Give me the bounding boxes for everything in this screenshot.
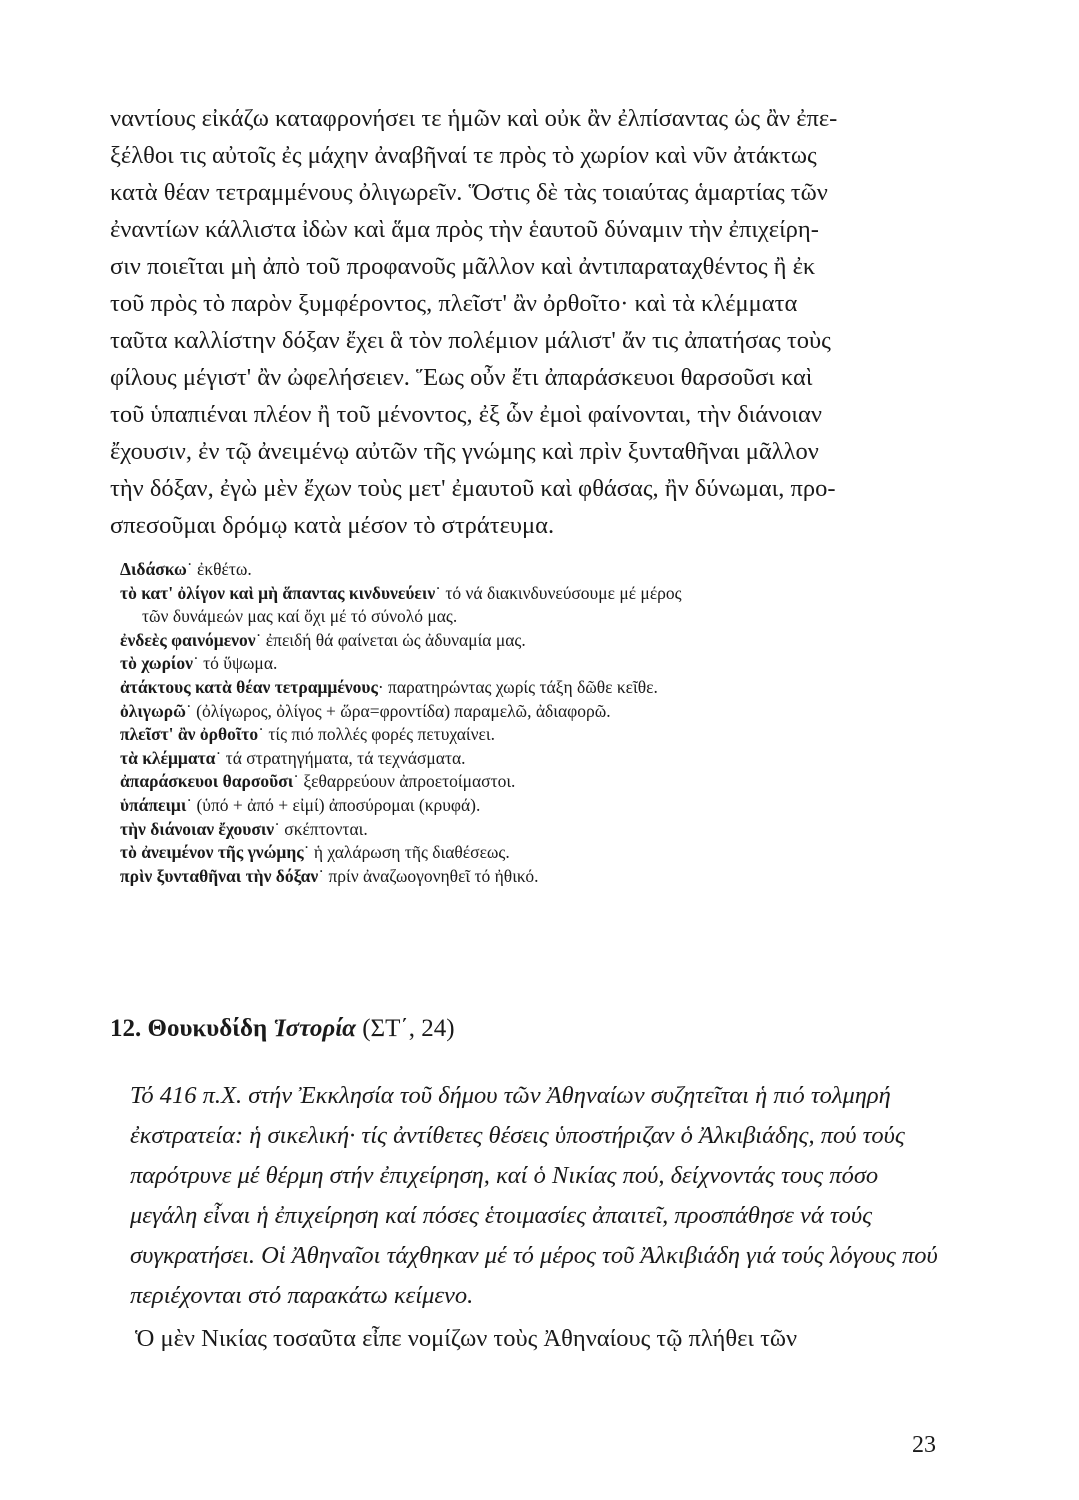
section-heading: [110, 1015, 455, 1043]
glossary-term: ἀτάκτους κατὰ θέαν τετραμμένους: [120, 676, 378, 697]
page-number: 23: [912, 1432, 936, 1458]
glossary-definition: (ὀλίγωρος, ὀλίγος + ὥρα=φροντίδα) παραμελῶ, ἀδιαφορῶ.: [196, 700, 611, 721]
glossary-entry: [120, 794, 940, 818]
glossary-entry-continuation: [120, 605, 940, 629]
glossary-entry: [120, 770, 940, 794]
glossary-definition: ξεθαρρεύουν ἀπροετοίμαστοι.: [303, 771, 516, 792]
glossary-term: τὴν διάνοιαν ἔχουσιν: [120, 818, 275, 839]
glossary-separator: ˙: [258, 724, 269, 745]
glossary-term: τὰ κλέμματα: [120, 747, 216, 768]
section-work-title: Ἱστορία: [273, 1015, 356, 1042]
text-line: ἐναντίων κάλλιστα ἰδὼν καὶ ἅμα πρὸς τὴν ἑαυτοῦ δύναμιν τὴν ἐπιχείρη-: [110, 216, 819, 243]
glossary-entry: [120, 723, 940, 747]
glossary-term: πρὶν ξυνταθῆναι τὴν δόξαν: [120, 865, 319, 886]
glossary-term: ἀπαράσκευοι θαρσοῦσι: [120, 771, 294, 792]
text-line: σιν ποιεῖται μὴ ἀπὸ τοῦ προφανοῦς μᾶλλον καὶ ἀντιπαραταχθέντος ἢ ἐκ: [110, 253, 816, 280]
text-line: ξέλθοι τις αὐτοῖς ἐς μάχην ἀναβῆναί τε πρὸς τὸ χωρίον καὶ νῦν ἀτάκτως: [110, 142, 817, 169]
greek-text-block: [110, 100, 950, 544]
glossary-definition: τῶν δυνάμεών μας καί ὄχι μέ τό σύνολό μας.: [142, 606, 458, 627]
glossary-entry: [120, 818, 940, 842]
glossary-definition: σκέπτονται.: [284, 818, 368, 839]
glossary-definition: τά στρατηγήματα, τά τεχνάσματα.: [225, 747, 466, 768]
glossary-definition: ἐπειδή θά φαίνεται ὡς ἀδυναμία μας.: [265, 629, 526, 650]
glossary-definition: ἐκθέτω.: [196, 559, 252, 579]
glossary-definition: τό ὕψωμα.: [203, 653, 278, 674]
section-number: 12.: [110, 1015, 142, 1042]
glossary-separator: ˙: [215, 747, 226, 768]
glossary-separator: ˙: [186, 559, 197, 579]
section-reference: (ΣΤ΄, 24): [362, 1015, 455, 1042]
opening-line: Ὁ μὲν Νικίας τοσαῦτα εἶπε νομίζων τοὺς Ἀθηναίους τῷ πλήθει τῶν: [135, 1325, 798, 1352]
glossary-definition: παρατηρώντας χωρίς τάξη δῶθε κεῖθε.: [388, 676, 658, 697]
glossary-separator: ˙: [185, 700, 197, 721]
glossary-entry: [120, 747, 940, 771]
glossary-separator: ˙: [186, 794, 197, 815]
intro-paragraph: Τό 416 π.Χ. στήν Ἐκκλησία τοῦ δήμου τῶν Ἀθηναίων συζητεῖται ἡ πιό τολμηρή ἐκστρατεία: ἡ σικελική· τίς ἀντίθετες θέσεις ὑποστήριζαν ὁ Ἀλκιβιάδης, πού τούς παρότρυνε μέ θέρμη στήν ἐπιχείρηση, καί ὁ Νικίας πού, δείχνοντάς τους πόσο μεγάλη εἶναι ἡ ἐπιχείρηση καί πόσες ἑτοιμασίες ἀπαιτεῖ, προσπάθησε νά τούς συγκρατήσει. Οἱ Ἀθηναῖοι τάχθηκαν μέ τό μέρος τοῦ Ἀλκιβιάδη γιά τούς λόγους πού περιέχονται στό παρακάτω κείμενο.: [130, 1082, 938, 1309]
glossary-definition: (ὑπό + ἀπό + εἰμί) ἀποσύρομαι (κρυφά).: [196, 794, 481, 815]
glossary-entry: [120, 676, 940, 700]
glossary-separator: ·: [377, 676, 389, 697]
text-line: ναντίους εἰκάζω καταφρονήσει τε ἡμῶν καὶ οὐκ ἂν ἐλπίσαντας ὡς ἂν ἐπε-: [110, 105, 838, 132]
glossary-term: τὸ ἀνειμένον τῆς γνώμης: [120, 842, 304, 863]
glossary-entry: [120, 652, 940, 676]
text-line: κατὰ θέαν τετραμμένους ὀλιγωρεῖν. Ὅστις δὲ τὰς τοιαύτας ἁμαρτίας τῶν: [110, 179, 828, 206]
glossary-entry: [120, 582, 940, 606]
glossary-term: τὸ χωρίον: [120, 653, 193, 674]
glossary-entry: [120, 841, 940, 865]
glossary-term: ὀλιγωρῶ: [120, 700, 186, 721]
glossary-term: Διδάσκω: [120, 559, 187, 579]
text-line: φίλους μέγιστ' ἂν ὠφελήσειεν. Ἕως οὖν ἔτι ἀπαράσκευοι θαρσοῦσι καὶ: [110, 364, 813, 391]
glossary-term: ὑπάπειμι: [120, 794, 187, 815]
glossary-term: τὸ κατ' ὀλίγον καὶ μὴ ἅπαντας κινδυνεύειν: [120, 582, 436, 603]
glossary-entry: [120, 700, 940, 724]
glossary: [120, 558, 940, 888]
text-line: σπεσοῦμαι δρόμῳ κατὰ μέσον τὸ στράτευμα.: [110, 512, 555, 539]
text-line: τοῦ πρὸς τὸ παρὸν ξυμφέροντος, πλεῖστ' ἂν ὀρθοῖτο· καὶ τὰ κλέμματα: [110, 290, 798, 317]
glossary-separator: ˙: [303, 842, 314, 863]
text-line: τὴν δόξαν, ἐγὼ μὲν ἔχων τοὺς μετ' ἐμαυτοῦ καὶ φθάσας, ἢν δύνωμαι, προ-: [110, 475, 836, 502]
glossary-term: ἐνδεὲς φαινόμενον: [120, 629, 256, 650]
glossary-definition: ἡ χαλάρωση τῆς διαθέσεως.: [313, 842, 510, 863]
glossary-entry: [120, 629, 940, 653]
section-author: Θουκυδίδη: [147, 1015, 268, 1042]
glossary-term: πλεῖστ' ἂν ὀρθοῖτο: [120, 724, 259, 745]
glossary-separator: ˙: [255, 629, 266, 650]
glossary-definition: τίς πιό πολλές φορές πετυχαίνει.: [268, 724, 495, 745]
glossary-separator: ˙: [318, 865, 329, 886]
glossary-separator: ˙: [293, 771, 304, 792]
glossary-definition: πρίν ἀναζωογονηθεῖ τό ἠθικό.: [328, 865, 539, 886]
glossary-entry: [120, 558, 940, 582]
text-line: ἔχουσιν, ἐν τῷ ἀνειμένῳ αὐτῶν τῆς γνώμης καὶ πρὶν ξυνταθῆναι μᾶλλον: [110, 438, 819, 465]
glossary-separator: ˙: [192, 653, 204, 674]
text-line: ταῦτα καλλίστην δόξαν ἔχει ἃ τὸν πολέμιον μάλιστ' ἄν τις ἀπατήσας τοὺς: [110, 327, 831, 354]
glossary-definition: τό νά διακινδυνεύσουμε μέ μέρος: [445, 582, 682, 603]
glossary-entry: [120, 865, 940, 889]
glossary-separator: ˙: [435, 582, 446, 603]
text-line: τοῦ ὑπαπιέναι πλέον ἢ τοῦ μένοντος, ἐξ ὧν ἐμοὶ φαίνονται, τὴν διάνοιαν: [110, 401, 822, 428]
glossary-separator: ˙: [274, 818, 285, 839]
